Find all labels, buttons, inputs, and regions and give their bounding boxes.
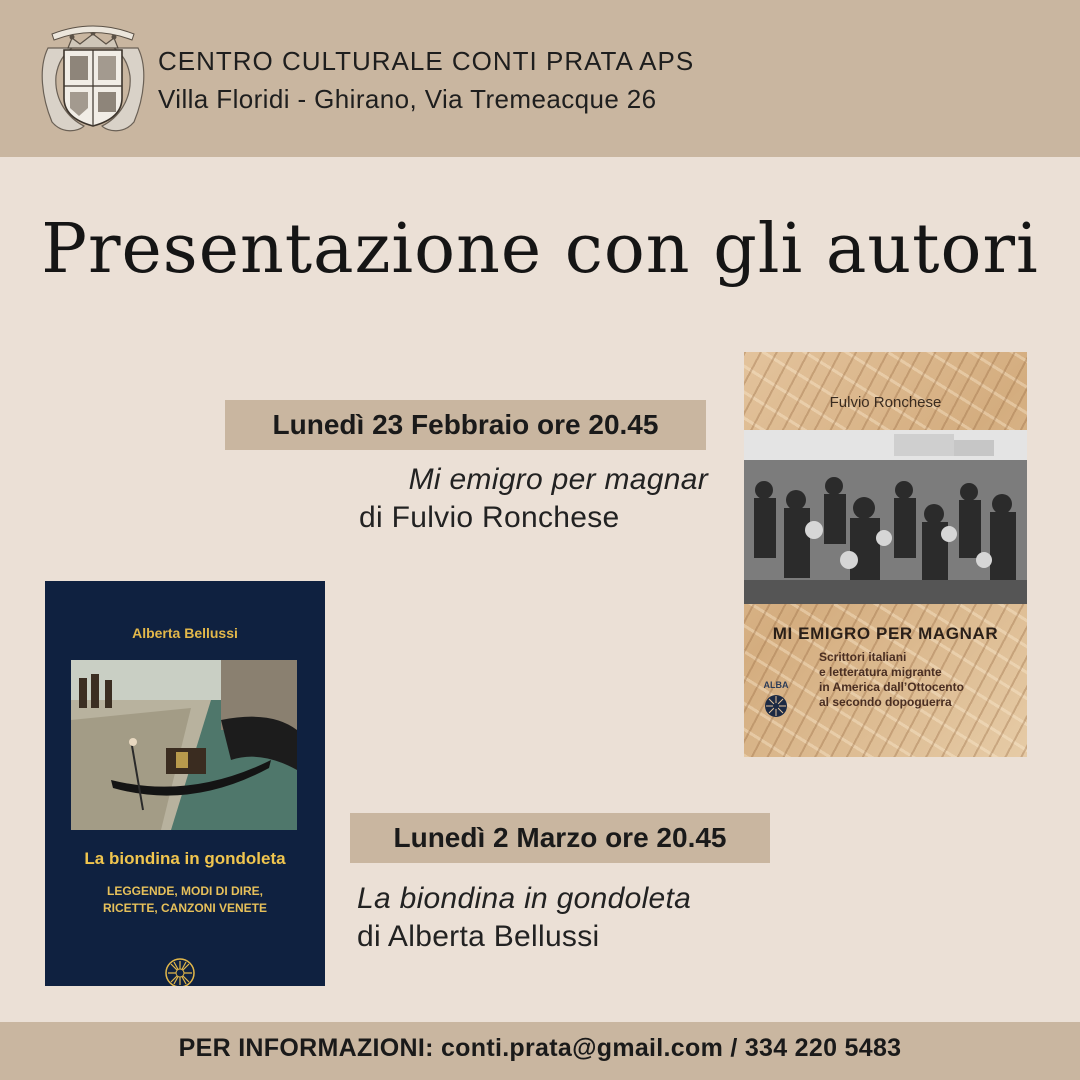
- coat-of-arms-logo: [38, 18, 148, 136]
- cover-2-subtitle: [45, 883, 325, 917]
- page-title: Presentazione con gli autori: [41, 210, 1039, 289]
- cover-1-author: Fulvio Ronchese: [829, 394, 942, 411]
- sunburst-icon: [764, 694, 788, 718]
- cover-1-emigrants-photo: [744, 430, 1027, 604]
- cover-2-gondola-painting: [71, 660, 297, 830]
- cover-2-subtitle-line: LEGGENDE, MODI DI DIRE,: [106, 884, 263, 898]
- org-address: Villa Floridi - Ghirano, Via Tremeacque 26: [158, 84, 657, 114]
- cover-1-subtitle-line: in America dall’Ottocento: [819, 680, 964, 694]
- event-2-book-author: di Alberta Bellussi: [357, 920, 600, 953]
- event-1-book-author: di Fulvio Ronchese: [359, 501, 620, 534]
- cover-2-subtitle-line: RICETTE, CANZONI VENETE: [102, 901, 267, 915]
- event-1-date-badge: Lunedì 23 Febbraio ore 20.45: [225, 400, 706, 450]
- event-2-date-badge: Lunedì 2 Marzo ore 20.45: [350, 813, 770, 863]
- cover-2-title: La biondina in gondoleta: [84, 849, 286, 868]
- book-cover-la-biondina: [45, 581, 325, 986]
- org-name: CENTRO CULTURALE CONTI PRATA APS: [158, 46, 695, 76]
- event-1-book-title: Mi emigro per magnar: [408, 463, 708, 496]
- cover-2-author: Alberta Bellussi: [132, 625, 238, 641]
- cover-1-title: MI EMIGRO PER MAGNAR: [772, 624, 999, 643]
- cover-1-subtitle-line: al secondo dopoguerra: [819, 695, 952, 709]
- cover-1-subtitle-line: e letteratura migrante: [819, 665, 942, 679]
- header-band: [0, 0, 1080, 157]
- cover-1-subtitle-line: Scrittori italiani: [819, 650, 907, 664]
- cover-1-subtitle: [819, 650, 964, 710]
- publisher-logo: [758, 680, 794, 726]
- contact-footer: PER INFORMAZIONI: conti.prata@gmail.com / 334 220 5483: [0, 1022, 1080, 1080]
- event-2-book-title: La biondina in gondoleta: [357, 882, 692, 915]
- sunburst-icon: [160, 953, 200, 986]
- book-cover-mi-emigro: [744, 352, 1027, 757]
- publisher-name: ALBA: [763, 680, 789, 690]
